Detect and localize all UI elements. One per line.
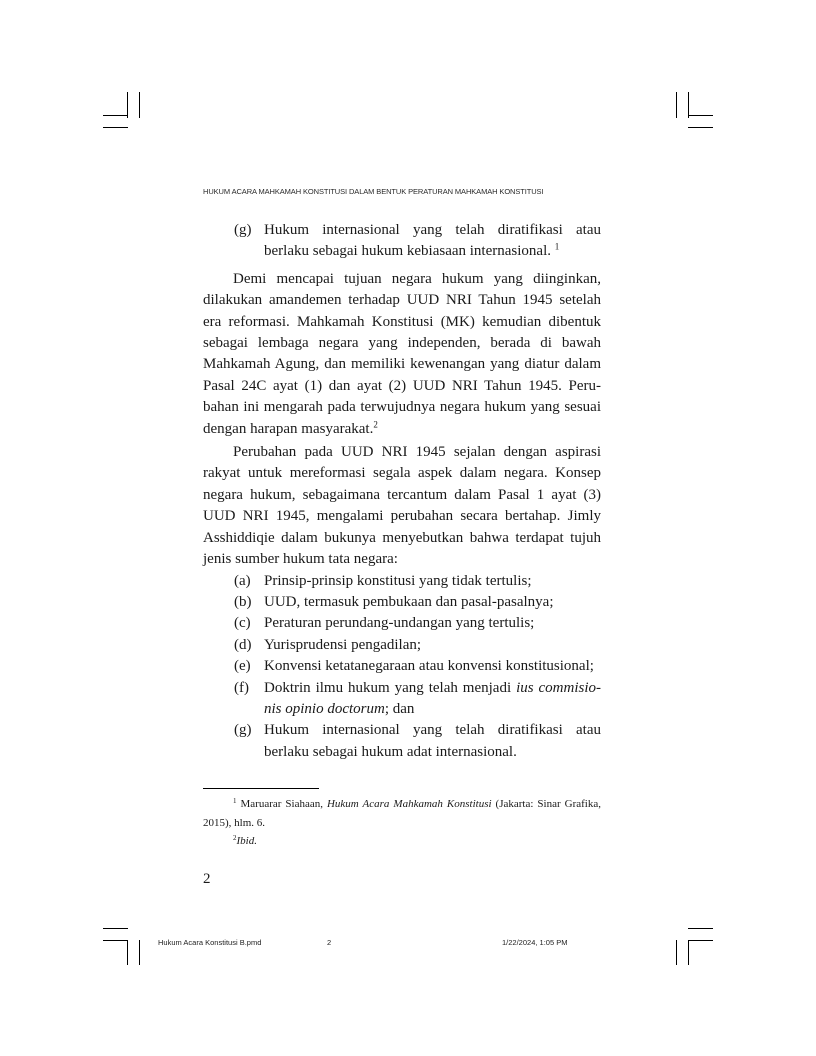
list-item-label: (c) [234, 615, 251, 632]
list-item-label: (b) [234, 593, 252, 610]
crop-mark-bottom-left-v1 [127, 940, 128, 965]
list-item-text: Doktrin ilmu hukum yang telah menjadi ius commisio-nis opinio doctorum; dan [264, 679, 601, 717]
list-item-label: (g) [234, 222, 252, 238]
footnote-divider [203, 788, 319, 789]
crop-mark-bottom-right-h2 [688, 940, 713, 941]
footnote-ref-2[interactable]: 2 [373, 419, 378, 430]
slug-filename: Hukum Acara Konstitusi B.pmd [158, 938, 262, 947]
footnote-2: $^2$Ibid. [233, 833, 257, 847]
crop-mark-top-right-h [688, 127, 713, 128]
crop-mark-bottom-right-v2 [688, 940, 689, 965]
list-item-b [203, 592, 601, 613]
list-item-text: Prinsip-prinsip konstitusi yang tidak tertulis; [264, 572, 532, 589]
list-item-label: (d) [234, 636, 252, 653]
list-item-e [203, 656, 601, 677]
list-item-text: Hukum internasional yang telah diratifikasi atau berlaku sebagai hukum kebiasaan internasional. $^1$ [264, 222, 601, 260]
crop-mark-bottom-right-h [688, 928, 713, 929]
list-item-label: (e) [234, 658, 251, 675]
crop-mark-top-right-h2 [688, 115, 713, 116]
list-item-label: (f) [234, 679, 249, 696]
list-item-text: Yurisprudensi pengadilan; [264, 636, 422, 653]
list-item-f [203, 678, 601, 721]
running-header: HUKUM ACARA MAHKAMAH KONSTITUSI DALAM BENTUK PERATURAN MAHKAMAH KONSTITUSI [203, 187, 544, 196]
crop-mark-top-right-v1 [676, 92, 677, 118]
list-item-label: (a) [234, 572, 251, 589]
list-item-top-g [203, 220, 601, 263]
page-number: 2 [203, 871, 211, 887]
footnotes [203, 795, 601, 851]
list-item-a [203, 571, 601, 592]
list-item-d [203, 635, 601, 656]
footnote-ref-1[interactable]: 1 [554, 242, 560, 253]
paragraph-2: Perubahan pada UUD NRI 1945 sejalan dengan aspirasi rakyat untuk mereformasi segala aspek dalam negara. Konsep negara hukum, sebagaimana tercantum dalam Pasal 1 ayat (3) UUD NRI 1945, mengalami perubahan secara bertahap. Jimly Asshiddiqie dalam bukunya menyebutkan bahwa terdapat tujuh jenis sumber hukum tata negara: [203, 444, 601, 568]
crop-mark-bottom-left-h [103, 928, 128, 929]
body-text [203, 220, 601, 763]
crop-mark-top-left-h [103, 127, 128, 128]
list-item-label: (g) [234, 722, 252, 739]
paragraph-1: Demi mencapai tujuan negara hukum yang diinginkan, dilakukan amandemen terhadap UUD NRI Tahun 1945 setelah era reformasi. Mahkamah Konstitusi (MK) kemudian dibentuk sebagai lembaga negara yang independen, berada di bawah Mahkamah Agung, dan memiliki kewenangan yang diatur dalam Pasal 24C ayat (1) dan ayat (2) UUD NRI Tahun 1945. Peru-bahan ini mengarah pada terwujudnya negara hukum yang sesuai dengan harapan masyarakat.$^2$ [203, 270, 601, 437]
footnote-1: $^1$ Maruarar Siahaan, Hukum Acara Mahkamah Konstitusi (Jakarta: Sinar Grafika, 2015), hlm. 6. [203, 796, 601, 829]
list-item-c [203, 613, 601, 634]
crop-mark-bottom-left-h2 [103, 940, 128, 941]
crop-mark-top-left-h2 [103, 115, 128, 116]
crop-mark-top-left-v2 [139, 92, 140, 118]
crop-mark-bottom-right-v1 [676, 940, 677, 965]
list-item-text: Hukum internasional yang telah diratifikasi atau berlaku sebagai hukum adat internasional. [264, 722, 601, 760]
list-item-text: Konvensi ketatanegaraan atau konvensi konstitusional; [264, 658, 594, 675]
crop-mark-bottom-left-v2 [139, 940, 140, 965]
list-item-g [203, 720, 601, 763]
list-item-text: Peraturan perundang-undangan yang tertulis; [264, 615, 535, 632]
slug-page: 2 [327, 938, 332, 947]
list-item-text: UUD, termasuk pembukaan dan pasal-pasalnya; [264, 593, 554, 610]
slug-datetime: 1/22/2024, 1:05 PM [502, 938, 568, 947]
